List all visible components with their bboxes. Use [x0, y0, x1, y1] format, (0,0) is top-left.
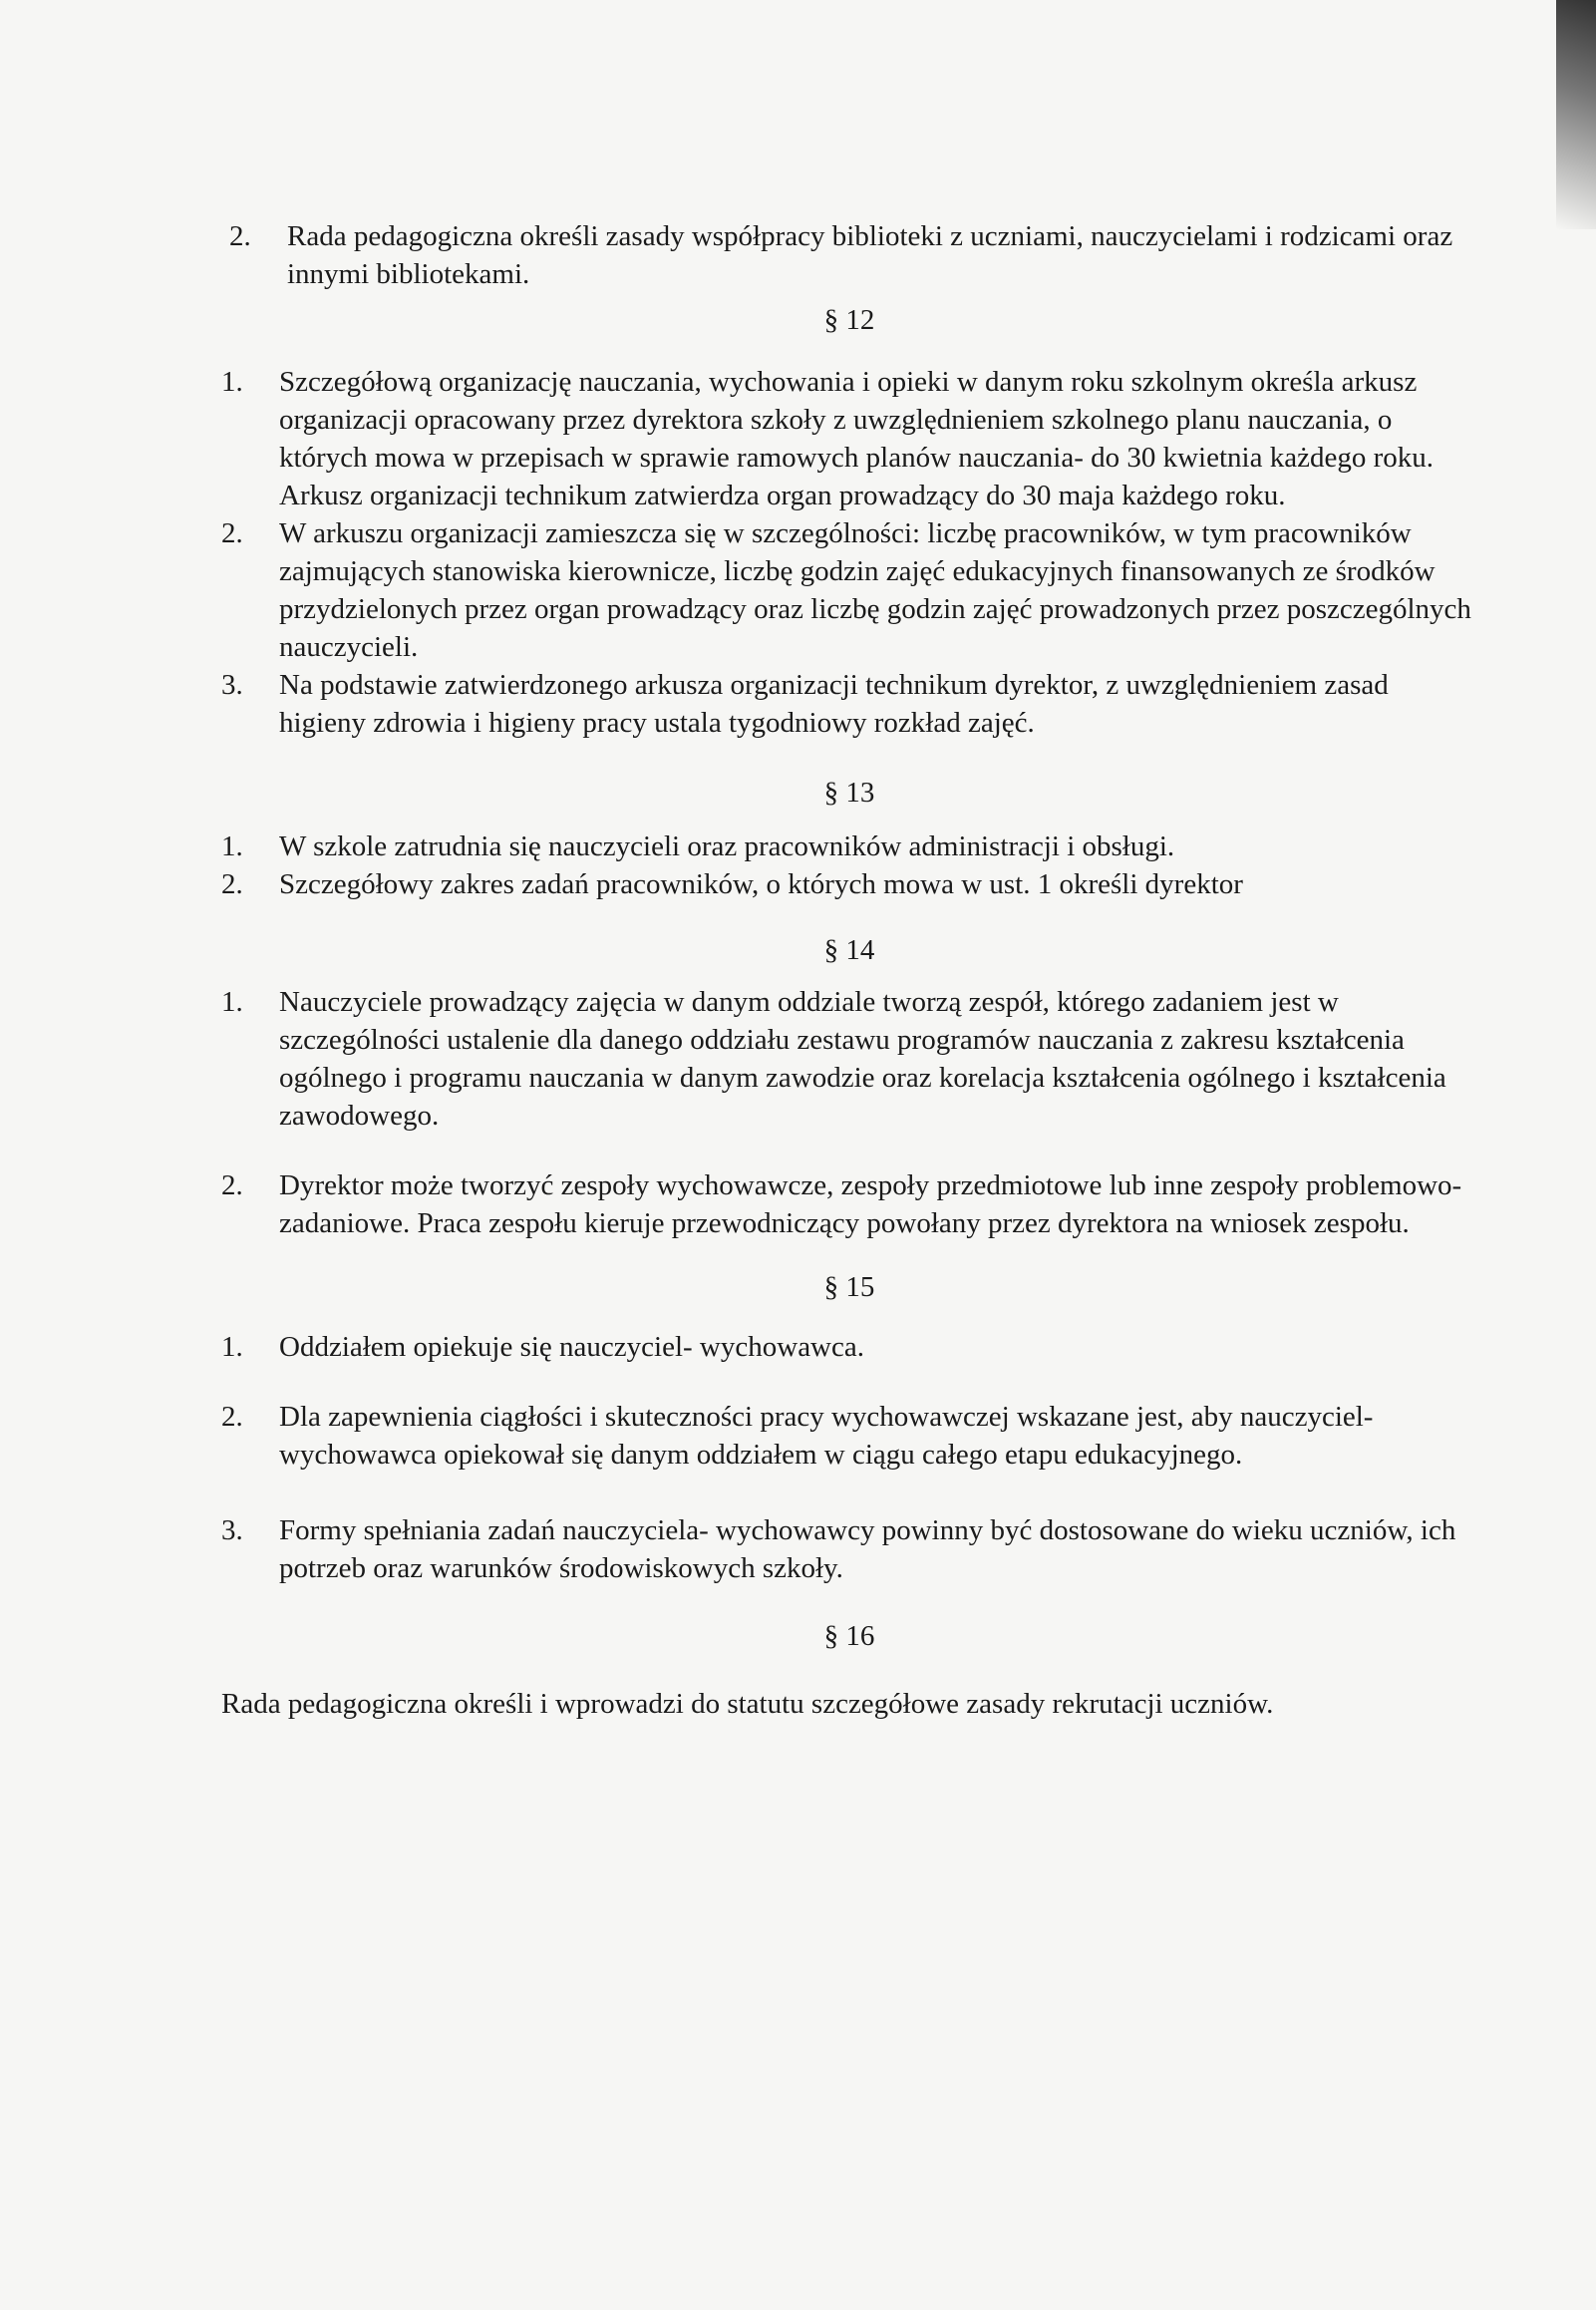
section-heading-14: § 14 — [823, 934, 875, 966]
list-item — [221, 983, 1477, 1135]
section-heading-16: § 16 — [823, 1620, 875, 1652]
item-text: Szczegółową organizację nauczania, wychowania i opieki w danym roku szkolnym określa arkusz organizacji opracowany przez dyrektora szkoły z uwzględnieniem szkolnego planu nauczania, o których mowa w przepisach w sprawie ramowych planów nauczania- do 30 kwietnia każdego roku. Arkusz organizacji technikum zatwierdza organ prowadzący do 30 maja każdego roku. — [279, 366, 1434, 511]
item-number: 2. — [221, 868, 243, 900]
item-text: Oddziałem opiekuje się nauczyciel- wychowawca. — [279, 1331, 864, 1363]
section-heading-12: § 12 — [823, 304, 875, 336]
list-item — [221, 1398, 1477, 1474]
list-item — [221, 1166, 1477, 1242]
list-item — [221, 363, 1477, 514]
item-number: 3. — [221, 1514, 243, 1546]
item-number: 3. — [221, 669, 243, 701]
document-body — [221, 217, 1477, 1723]
list-item — [221, 666, 1477, 742]
item-text: Dyrektor może tworzyć zespoły wychowawcze, zespoły przedmiotowe lub inne zespoły problemowo- zadaniowe. Praca zespołu kieruje przewodniczący powołany przez dyrektora na wniosek zespołu. — [279, 1169, 1462, 1239]
section-heading-13: § 13 — [823, 777, 875, 809]
list-item — [221, 1511, 1477, 1587]
item-number: 2. — [229, 220, 251, 252]
item-text: W arkuszu organizacji zamieszcza się w szczególności: liczbę pracowników, w tym pracowników zajmujących stanowiska kierownicze, liczbę godzin zajęć edukacyjnych finansowanych ze środków przydzielonych przez organ prowadzący oraz liczbę godzin zajęć prowadzonych przez poszczególnych nauczycieli. — [279, 517, 1471, 663]
list-item — [221, 865, 1477, 903]
list-item — [221, 827, 1477, 865]
item-text: Dla zapewnienia ciągłości i skuteczności pracy wychowawczej wskazane jest, aby nauczyciel- wychowawca opiekował się danym oddziałem w ciągu całego etapu edukacyjnego. — [279, 1401, 1374, 1471]
item-number: 2. — [221, 517, 243, 549]
item-text: Na podstawie zatwierdzonego arkusza organizacji technikum dyrektor, z uwzględnieniem zasad higieny zdrowia i higieny pracy ustala tygodniowy rozkład zajęć. — [279, 669, 1389, 739]
item-text: Nauczyciele prowadzący zajęcia w danym oddziale tworzą zespół, którego zadaniem jest w szczególności ustalenie dla danego oddziału zestawu programów nauczania z zakresu kształcenia ogólnego i programu nauczania w danym zawodzie oraz korelacja kształcenia ogólnego i kształcenia zawodowego. — [279, 986, 1446, 1132]
item-text: Formy spełniania zadań nauczyciela- wychowawcy powinny być dostosowane do wieku uczniów, ich potrzeb oraz warunków środowiskowych szkoły. — [279, 1514, 1456, 1584]
item-number: 1. — [221, 1331, 243, 1363]
item-number: 2. — [221, 1401, 243, 1433]
list-item — [221, 1328, 1477, 1366]
item-number: 1. — [221, 366, 243, 398]
item-number: 1. — [221, 986, 243, 1018]
item-text: Szczegółowy zakres zadań pracowników, o których mowa w ust. 1 określi dyrektor — [279, 868, 1243, 900]
item-text: Rada pedagogiczna określi zasady współpracy biblioteki z uczniami, nauczycielami i rodzicami oraz innymi bibliotekami. — [287, 220, 1453, 290]
list-item — [221, 514, 1477, 666]
item-number: 1. — [221, 830, 243, 862]
list-item — [229, 217, 1477, 293]
item-text: W szkole zatrudnia się nauczycieli oraz pracowników administracji i obsługi. — [279, 830, 1175, 862]
section-heading-15: § 15 — [823, 1271, 875, 1303]
item-number: 2. — [221, 1169, 243, 1201]
section-16-text: Rada pedagogiczna określi i wprowadzi do statutu szczegółowe zasady rekrutacji uczniów. — [221, 1688, 1274, 1720]
